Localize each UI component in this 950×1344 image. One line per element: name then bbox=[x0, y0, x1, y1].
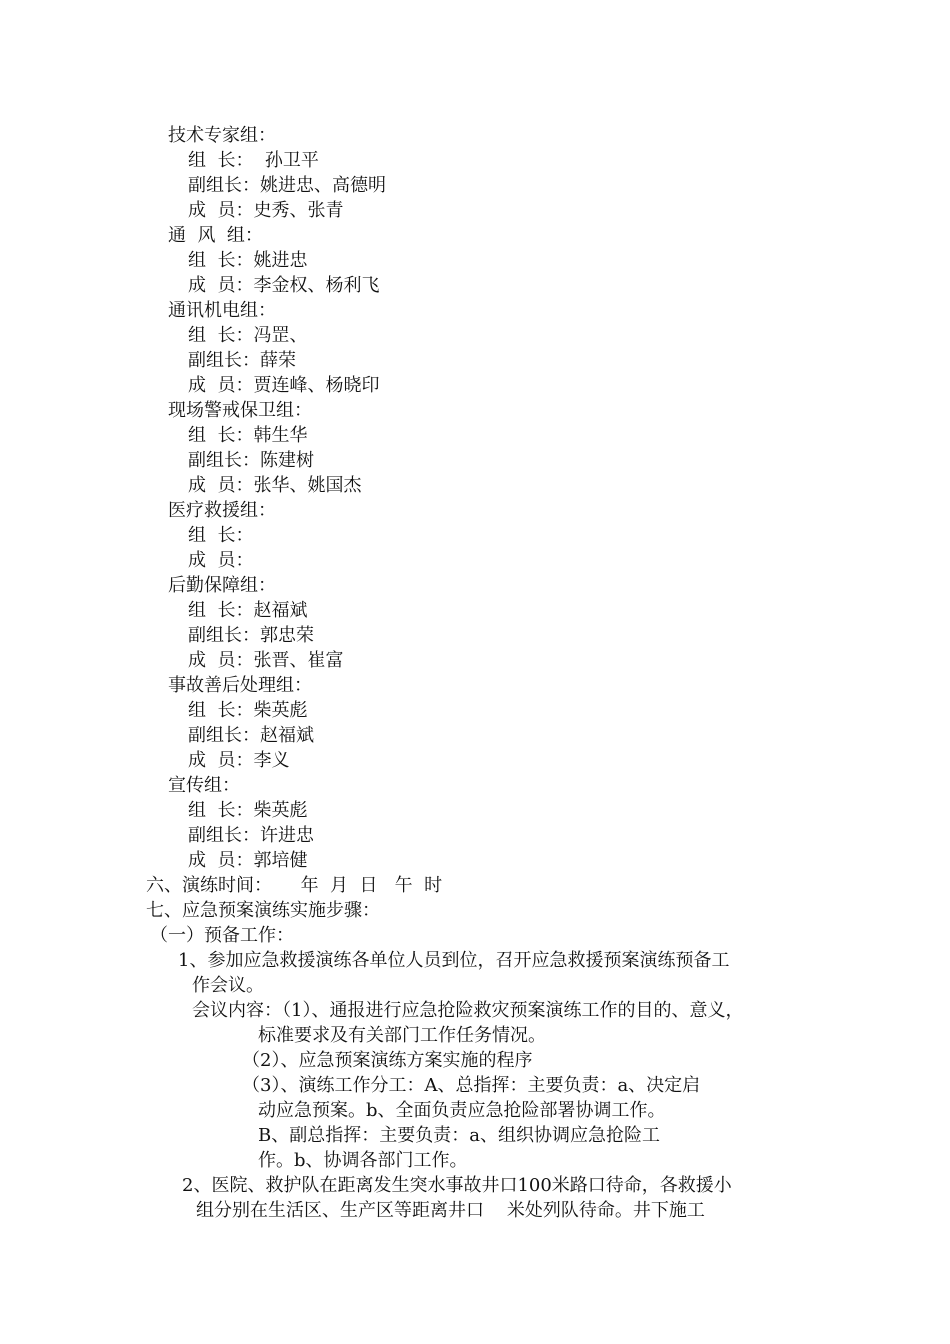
member-line: 组 长：冯罡、 bbox=[188, 325, 308, 346]
paragraph-line: 作。b、协调各部门工作。 bbox=[258, 1150, 468, 1171]
member-line: 组 长：姚进忠 bbox=[188, 250, 308, 271]
member-line: 成 员：张晋、崔富 bbox=[188, 650, 344, 671]
paragraph-line: 会议内容：（1）、通报进行应急抢险救灾预案演练工作的目的、意义， bbox=[192, 1000, 744, 1021]
member-line: 副组长：姚进忠、高德明 bbox=[188, 175, 386, 196]
paragraph-line: 动应急预案。b、全面负责应急抢险部署协调工作。 bbox=[258, 1100, 666, 1121]
paragraph-line: 作会议。 bbox=[192, 975, 264, 996]
paragraph-line: （2）、应急预案演练方案实施的程序 bbox=[242, 1050, 533, 1071]
member-line: 组 长：韩生华 bbox=[188, 425, 308, 446]
member-line: 组 长： 孙卫平 bbox=[188, 150, 319, 171]
paragraph-line: B、副总指挥：主要负责：a、组织协调应急抢险工 bbox=[258, 1125, 660, 1146]
section-drill-time: 六、演练时间： 年 月 日 午 时 bbox=[146, 875, 443, 896]
member-line: 副组长：赵福斌 bbox=[188, 725, 314, 746]
member-line: 成 员：李金权、杨利飞 bbox=[188, 275, 380, 296]
group-title: 通 风 组： bbox=[168, 225, 263, 246]
member-line: 副组长：陈建树 bbox=[188, 450, 314, 471]
group-title: 事故善后处理组： bbox=[168, 675, 312, 696]
member-line: 成 员：贾连峰、杨晓印 bbox=[188, 375, 380, 396]
group-title: 医疗救援组： bbox=[168, 500, 276, 521]
member-line: 组 长：柴英彪 bbox=[188, 700, 308, 721]
member-line: 副组长：郭忠荣 bbox=[188, 625, 314, 646]
group-title: 宣传组： bbox=[168, 775, 240, 796]
member-line: 组 长：柴英彪 bbox=[188, 800, 308, 821]
paragraph-line: 1、参加应急救援演练各单位人员到位，召开应急救援预案演练预备工 bbox=[178, 950, 730, 971]
member-line: 成 员：史秀、张青 bbox=[188, 200, 344, 221]
member-line: 成 员： bbox=[188, 550, 254, 571]
paragraph-line: 2、医院、救护队在距离发生突水事故井口100米路口待命，各救援小 bbox=[182, 1175, 732, 1196]
member-line: 成 员：李义 bbox=[188, 750, 290, 771]
member-line: 成 员：郭培健 bbox=[188, 850, 308, 871]
group-title: 现场警戒保卫组： bbox=[168, 400, 312, 421]
section-steps-heading: 七、应急预案演练实施步骤： bbox=[146, 900, 380, 921]
member-line: 副组长：薛荣 bbox=[188, 350, 296, 371]
paragraph-line: （3）、演练工作分工：A、总指挥：主要负责：a、决定启 bbox=[242, 1075, 701, 1096]
member-line: 副组长：许进忠 bbox=[188, 825, 314, 846]
group-title: 技术专家组： bbox=[168, 125, 276, 146]
paragraph-line: 标准要求及有关部门工作任务情况。 bbox=[258, 1025, 546, 1046]
member-line: 成 员：张华、姚国杰 bbox=[188, 475, 362, 496]
group-title: 通讯机电组： bbox=[168, 300, 276, 321]
member-line: 组 长：赵福斌 bbox=[188, 600, 308, 621]
paragraph-line: 组分别在生活区、生产区等距离井口 米处列队待命。井下施工 bbox=[196, 1200, 705, 1221]
member-line: 组 长： bbox=[188, 525, 254, 546]
subsection-preparation: （一）预备工作： bbox=[150, 925, 294, 946]
group-title: 后勤保障组： bbox=[168, 575, 276, 596]
